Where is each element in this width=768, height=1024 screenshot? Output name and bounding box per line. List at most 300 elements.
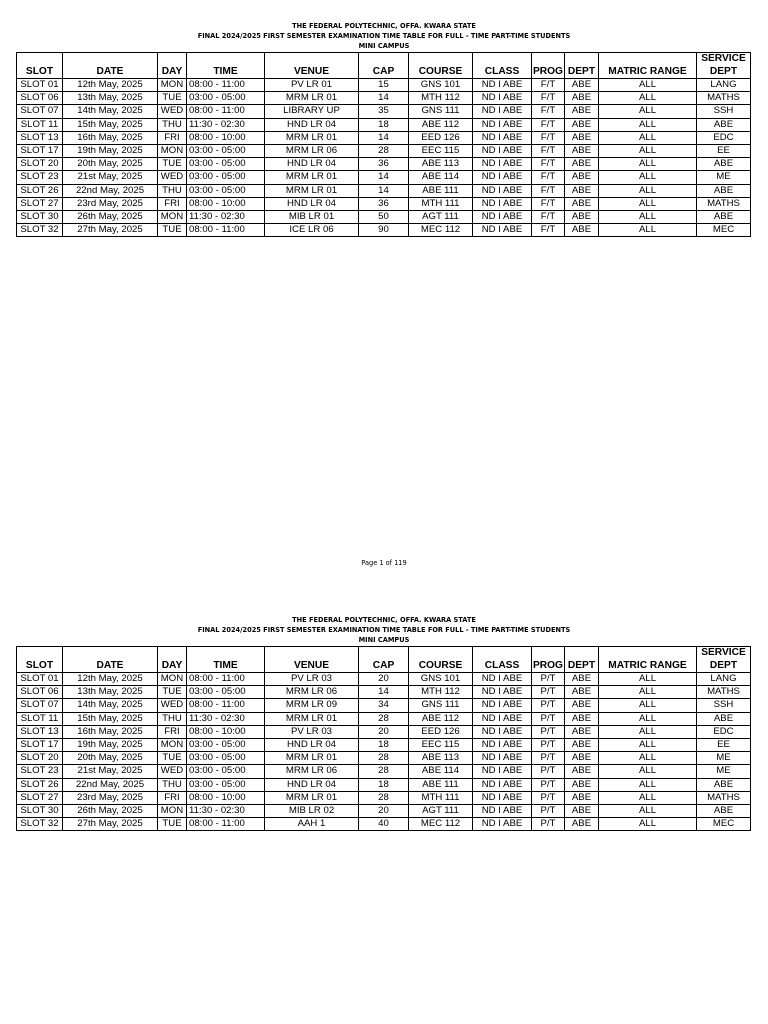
cell-course: MEC 112 xyxy=(409,224,473,237)
cell-dept: ABE xyxy=(565,224,599,237)
cell-matric-range: ALL xyxy=(599,752,697,765)
col-cap: CAP xyxy=(359,53,409,79)
cell-course: ABE 114 xyxy=(409,171,473,184)
cell-dept: ABE xyxy=(565,725,599,738)
cell-venue: PV LR 03 xyxy=(265,725,359,738)
cell-class: ND I ABE xyxy=(473,105,532,118)
cell-venue: LIBRARY UP xyxy=(265,105,359,118)
cell-slot: SLOT 07 xyxy=(17,105,63,118)
cell-course: ABE 112 xyxy=(409,712,473,725)
cell-date: 12th May, 2025 xyxy=(63,79,158,92)
cell-slot: SLOT 32 xyxy=(17,224,63,237)
cell-cap: 20 xyxy=(359,673,409,686)
cell-course: GNS 101 xyxy=(409,673,473,686)
cell-slot: SLOT 30 xyxy=(17,804,63,817)
cell-day: MON xyxy=(158,738,187,751)
cell-course: MTH 111 xyxy=(409,197,473,210)
table-row xyxy=(17,765,751,778)
cell-prog: F/T xyxy=(532,210,565,223)
cell-time: 08:00 - 11:00 xyxy=(187,105,265,118)
cell-day: WED xyxy=(158,699,187,712)
cell-class: ND I ABE xyxy=(473,673,532,686)
cell-cap: 90 xyxy=(359,224,409,237)
cell-service-dept: MATHS xyxy=(697,686,751,699)
cell-slot: SLOT 20 xyxy=(17,158,63,171)
cell-prog: P/T xyxy=(532,686,565,699)
cell-course: MTH 112 xyxy=(409,686,473,699)
cell-course: ABE 111 xyxy=(409,778,473,791)
cell-cap: 40 xyxy=(359,818,409,831)
cell-class: ND I ABE xyxy=(473,92,532,105)
cell-prog: F/T xyxy=(532,131,565,144)
cell-date: 15th May, 2025 xyxy=(63,712,158,725)
col-cap: CAP xyxy=(359,647,409,673)
cell-service-dept: ABE xyxy=(697,804,751,817)
cell-course: MTH 111 xyxy=(409,791,473,804)
cell-course: GNS 111 xyxy=(409,105,473,118)
cell-service-dept: ABE xyxy=(697,184,751,197)
col-time: TIME xyxy=(187,53,265,79)
cell-class: ND I ABE xyxy=(473,765,532,778)
cell-matric-range: ALL xyxy=(599,197,697,210)
cell-time: 08:00 - 10:00 xyxy=(187,131,265,144)
cell-time: 08:00 - 10:00 xyxy=(187,791,265,804)
cell-venue: MRM LR 01 xyxy=(265,92,359,105)
col-dept: DEPT xyxy=(565,53,599,79)
cell-date: 21st May, 2025 xyxy=(63,765,158,778)
cell-day: FRI xyxy=(158,791,187,804)
cell-venue: HND LR 04 xyxy=(265,118,359,131)
cell-matric-range: ALL xyxy=(599,144,697,157)
header-row xyxy=(17,53,751,79)
cell-prog: F/T xyxy=(532,92,565,105)
cell-matric-range: ALL xyxy=(599,79,697,92)
cell-time: 11:30 - 02:30 xyxy=(187,712,265,725)
cell-day: FRI xyxy=(158,197,187,210)
cell-day: MON xyxy=(158,210,187,223)
cell-cap: 34 xyxy=(359,699,409,712)
cell-date: 12th May, 2025 xyxy=(63,673,158,686)
cell-dept: ABE xyxy=(565,144,599,157)
cell-time: 08:00 - 10:00 xyxy=(187,725,265,738)
cell-cap: 18 xyxy=(359,118,409,131)
cell-course: MEC 112 xyxy=(409,818,473,831)
cell-slot: SLOT 32 xyxy=(17,818,63,831)
cell-time: 03:00 - 05:00 xyxy=(187,92,265,105)
cell-dept: ABE xyxy=(565,738,599,751)
table-row xyxy=(17,791,751,804)
cell-time: 08:00 - 11:00 xyxy=(187,818,265,831)
cell-time: 03:00 - 05:00 xyxy=(187,778,265,791)
cell-cap: 14 xyxy=(359,686,409,699)
cell-matric-range: ALL xyxy=(599,791,697,804)
cell-venue: AAH 1 xyxy=(265,818,359,831)
cell-date: 20th May, 2025 xyxy=(63,158,158,171)
cell-service-dept: LANG xyxy=(697,673,751,686)
cell-date: 21st May, 2025 xyxy=(63,171,158,184)
cell-slot: SLOT 23 xyxy=(17,171,63,184)
cell-class: ND I ABE xyxy=(473,158,532,171)
cell-service-dept: SSH xyxy=(697,699,751,712)
cell-date: 14th May, 2025 xyxy=(63,699,158,712)
cell-date: 23rd May, 2025 xyxy=(63,197,158,210)
cell-venue: MRM LR 06 xyxy=(265,144,359,157)
cell-cap: 14 xyxy=(359,131,409,144)
cell-prog: P/T xyxy=(532,738,565,751)
cell-cap: 36 xyxy=(359,197,409,210)
col-matric-range: MATRIC RANGE xyxy=(599,647,697,673)
cell-date: 20th May, 2025 xyxy=(63,752,158,765)
table-row xyxy=(17,171,751,184)
cell-matric-range: ALL xyxy=(599,712,697,725)
table-row xyxy=(17,778,751,791)
col-service-dept xyxy=(697,53,751,79)
cell-date: 16th May, 2025 xyxy=(63,725,158,738)
table-row xyxy=(17,712,751,725)
cell-slot: SLOT 30 xyxy=(17,210,63,223)
cell-prog: P/T xyxy=(532,752,565,765)
cell-prog: P/T xyxy=(532,699,565,712)
table-row xyxy=(17,210,751,223)
cell-cap: 28 xyxy=(359,712,409,725)
cell-service-dept: MATHS xyxy=(697,197,751,210)
cell-date: 13th May, 2025 xyxy=(63,92,158,105)
table-row xyxy=(17,79,751,92)
cell-prog: P/T xyxy=(532,725,565,738)
cell-dept: ABE xyxy=(565,686,599,699)
cell-matric-range: ALL xyxy=(599,673,697,686)
cell-matric-range: ALL xyxy=(599,765,697,778)
cell-day: MON xyxy=(158,144,187,157)
cell-slot: SLOT 13 xyxy=(17,725,63,738)
cell-prog: P/T xyxy=(532,712,565,725)
full-time-timetable xyxy=(16,52,751,237)
cell-date: 27th May, 2025 xyxy=(63,224,158,237)
cell-prog: P/T xyxy=(532,673,565,686)
cell-service-dept: EDC xyxy=(697,725,751,738)
cell-prog: F/T xyxy=(532,79,565,92)
col-class: CLASS xyxy=(473,53,532,79)
cell-matric-range: ALL xyxy=(599,725,697,738)
cell-service-dept: ABE xyxy=(697,778,751,791)
school-name: THE FEDERAL POLYTECHNIC, OFFA. KWARA STATE xyxy=(292,22,476,30)
cell-matric-range: ALL xyxy=(599,804,697,817)
cell-day: TUE xyxy=(158,158,187,171)
cell-slot: SLOT 11 xyxy=(17,118,63,131)
cell-prog: F/T xyxy=(532,184,565,197)
col-service-label: SERVICE xyxy=(701,53,746,64)
cell-class: ND I ABE xyxy=(473,184,532,197)
cell-slot: SLOT 11 xyxy=(17,712,63,725)
cell-dept: ABE xyxy=(565,158,599,171)
campus-name: MINI CAMPUS xyxy=(358,636,410,644)
cell-slot: SLOT 06 xyxy=(17,686,63,699)
cell-service-dept: ABE xyxy=(697,210,751,223)
cell-time: 08:00 - 10:00 xyxy=(187,197,265,210)
col-class: CLASS xyxy=(473,647,532,673)
cell-venue: MRM LR 09 xyxy=(265,699,359,712)
cell-prog: F/T xyxy=(532,197,565,210)
cell-course: GNS 111 xyxy=(409,699,473,712)
cell-course: MTH 112 xyxy=(409,92,473,105)
cell-class: ND I ABE xyxy=(473,79,532,92)
table-row xyxy=(17,686,751,699)
table-row xyxy=(17,738,751,751)
cell-cap: 50 xyxy=(359,210,409,223)
cell-matric-range: ALL xyxy=(599,818,697,831)
cell-date: 22nd May, 2025 xyxy=(63,778,158,791)
table-row xyxy=(17,158,751,171)
timetable-title: FINAL 2024/2025 FIRST SEMESTER EXAMINATION TIME TABLE FOR FULL - TIME PART-TIME STUDENTS xyxy=(197,626,571,634)
cell-venue: PV LR 01 xyxy=(265,79,359,92)
cell-cap: 28 xyxy=(359,791,409,804)
cell-venue: MRM LR 01 xyxy=(265,131,359,144)
cell-venue: HND LR 04 xyxy=(265,158,359,171)
cell-slot: SLOT 20 xyxy=(17,752,63,765)
cell-class: ND I ABE xyxy=(473,210,532,223)
table-row xyxy=(17,144,751,157)
cell-course: ABE 112 xyxy=(409,118,473,131)
cell-prog: F/T xyxy=(532,224,565,237)
col-day: DAY xyxy=(158,53,187,79)
cell-cap: 14 xyxy=(359,184,409,197)
header-row xyxy=(17,647,751,673)
cell-matric-range: ALL xyxy=(599,92,697,105)
cell-dept: ABE xyxy=(565,210,599,223)
cell-dept: ABE xyxy=(565,699,599,712)
cell-class: ND I ABE xyxy=(473,712,532,725)
cell-course: AGT 111 xyxy=(409,804,473,817)
col-prog: PROG xyxy=(532,647,565,673)
col-matric-range: MATRIC RANGE xyxy=(599,53,697,79)
campus-name: MINI CAMPUS xyxy=(358,42,410,50)
cell-slot: SLOT 07 xyxy=(17,699,63,712)
cell-service-dept: MATHS xyxy=(697,92,751,105)
table-row xyxy=(17,699,751,712)
cell-dept: ABE xyxy=(565,791,599,804)
cell-cap: 28 xyxy=(359,144,409,157)
cell-day: FRI xyxy=(158,725,187,738)
cell-day: WED xyxy=(158,765,187,778)
cell-service-dept: EE xyxy=(697,738,751,751)
cell-cap: 14 xyxy=(359,92,409,105)
cell-prog: P/T xyxy=(532,778,565,791)
cell-date: 22nd May, 2025 xyxy=(63,184,158,197)
cell-course: ABE 114 xyxy=(409,765,473,778)
cell-cap: 18 xyxy=(359,738,409,751)
cell-service-dept: MATHS xyxy=(697,791,751,804)
cell-service-dept: ME xyxy=(697,752,751,765)
cell-course: ABE 111 xyxy=(409,184,473,197)
cell-prog: P/T xyxy=(532,818,565,831)
cell-dept: ABE xyxy=(565,752,599,765)
cell-dept: ABE xyxy=(565,171,599,184)
cell-class: ND I ABE xyxy=(473,818,532,831)
cell-time: 08:00 - 11:00 xyxy=(187,224,265,237)
cell-course: AGT 111 xyxy=(409,210,473,223)
part-time-body xyxy=(17,673,751,831)
cell-slot: SLOT 27 xyxy=(17,197,63,210)
col-time: TIME xyxy=(187,647,265,673)
cell-service-dept: LANG xyxy=(697,79,751,92)
cell-course: ABE 113 xyxy=(409,752,473,765)
cell-course: ABE 113 xyxy=(409,158,473,171)
cell-time: 03:00 - 05:00 xyxy=(187,171,265,184)
cell-matric-range: ALL xyxy=(599,210,697,223)
cell-class: ND I ABE xyxy=(473,131,532,144)
col-course: COURSE xyxy=(409,647,473,673)
col-date: DATE xyxy=(63,647,158,673)
cell-dept: ABE xyxy=(565,804,599,817)
cell-class: ND I ABE xyxy=(473,791,532,804)
part-time-timetable xyxy=(16,646,751,831)
cell-venue: MRM LR 01 xyxy=(265,791,359,804)
cell-slot: SLOT 01 xyxy=(17,79,63,92)
cell-service-dept: MEC xyxy=(697,818,751,831)
cell-venue: MRM LR 06 xyxy=(265,765,359,778)
cell-day: TUE xyxy=(158,92,187,105)
cell-time: 03:00 - 05:00 xyxy=(187,686,265,699)
cell-time: 03:00 - 05:00 xyxy=(187,752,265,765)
col-date: DATE xyxy=(63,53,158,79)
cell-service-dept: EDC xyxy=(697,131,751,144)
cell-class: ND I ABE xyxy=(473,197,532,210)
table-row xyxy=(17,752,751,765)
cell-venue: ICE LR 06 xyxy=(265,224,359,237)
cell-slot: SLOT 26 xyxy=(17,778,63,791)
cell-slot: SLOT 17 xyxy=(17,738,63,751)
cell-time: 11:30 - 02:30 xyxy=(187,804,265,817)
cell-day: TUE xyxy=(158,818,187,831)
cell-venue: HND LR 04 xyxy=(265,778,359,791)
cell-day: TUE xyxy=(158,752,187,765)
cell-time: 03:00 - 05:00 xyxy=(187,158,265,171)
cell-day: WED xyxy=(158,171,187,184)
cell-time: 03:00 - 05:00 xyxy=(187,738,265,751)
cell-cap: 15 xyxy=(359,79,409,92)
cell-cap: 20 xyxy=(359,804,409,817)
cell-day: WED xyxy=(158,105,187,118)
cell-day: TUE xyxy=(158,686,187,699)
cell-date: 27th May, 2025 xyxy=(63,818,158,831)
cell-venue: MIB LR 02 xyxy=(265,804,359,817)
cell-cap: 28 xyxy=(359,765,409,778)
cell-prog: F/T xyxy=(532,171,565,184)
table-row xyxy=(17,725,751,738)
cell-matric-range: ALL xyxy=(599,105,697,118)
cell-day: TUE xyxy=(158,224,187,237)
cell-time: 03:00 - 05:00 xyxy=(187,144,265,157)
cell-prog: F/T xyxy=(532,158,565,171)
cell-dept: ABE xyxy=(565,105,599,118)
cell-service-dept: EE xyxy=(697,144,751,157)
cell-matric-range: ALL xyxy=(599,699,697,712)
cell-dept: ABE xyxy=(565,92,599,105)
cell-date: 23rd May, 2025 xyxy=(63,791,158,804)
col-dept: DEPT xyxy=(565,647,599,673)
col-day: DAY xyxy=(158,647,187,673)
timetable-title: FINAL 2024/2025 FIRST SEMESTER EXAMINATION TIME TABLE FOR FULL - TIME PART-TIME STUDENTS xyxy=(197,32,571,40)
cell-prog: P/T xyxy=(532,765,565,778)
cell-dept: ABE xyxy=(565,79,599,92)
cell-date: 14th May, 2025 xyxy=(63,105,158,118)
cell-cap: 28 xyxy=(359,752,409,765)
col-slot: SLOT xyxy=(17,647,63,673)
cell-matric-range: ALL xyxy=(599,171,697,184)
cell-dept: ABE xyxy=(565,197,599,210)
col-venue: VENUE xyxy=(265,53,359,79)
cell-matric-range: ALL xyxy=(599,118,697,131)
cell-service-dept: SSH xyxy=(697,105,751,118)
cell-slot: SLOT 01 xyxy=(17,673,63,686)
cell-venue: HND LR 04 xyxy=(265,738,359,751)
col-service-dept xyxy=(697,647,751,673)
col-service-label: SERVICE xyxy=(701,647,746,658)
table-row xyxy=(17,224,751,237)
cell-dept: ABE xyxy=(565,184,599,197)
cell-time: 11:30 - 02:30 xyxy=(187,118,265,131)
cell-date: 15th May, 2025 xyxy=(63,118,158,131)
col-service-dept-label: DEPT xyxy=(709,65,738,77)
table-row xyxy=(17,197,751,210)
cell-prog: F/T xyxy=(532,118,565,131)
col-slot: SLOT xyxy=(17,53,63,79)
cell-class: ND I ABE xyxy=(473,738,532,751)
full-time-body xyxy=(17,79,751,237)
cell-time: 03:00 - 05:00 xyxy=(187,184,265,197)
table-row xyxy=(17,105,751,118)
cell-date: 19th May, 2025 xyxy=(63,738,158,751)
cell-day: MON xyxy=(158,804,187,817)
cell-prog: F/T xyxy=(532,105,565,118)
col-venue: VENUE xyxy=(265,647,359,673)
cell-matric-range: ALL xyxy=(599,686,697,699)
cell-slot: SLOT 27 xyxy=(17,791,63,804)
cell-prog: F/T xyxy=(532,144,565,157)
cell-dept: ABE xyxy=(565,673,599,686)
cell-time: 08:00 - 11:00 xyxy=(187,673,265,686)
cell-date: 26th May, 2025 xyxy=(63,210,158,223)
cell-course: EED 126 xyxy=(409,725,473,738)
cell-service-dept: ABE xyxy=(697,712,751,725)
cell-class: ND I ABE xyxy=(473,804,532,817)
cell-matric-range: ALL xyxy=(599,778,697,791)
cell-matric-range: ALL xyxy=(599,158,697,171)
cell-cap: 18 xyxy=(359,778,409,791)
cell-day: THU xyxy=(158,778,187,791)
table-row xyxy=(17,818,751,831)
cell-class: ND I ABE xyxy=(473,752,532,765)
cell-slot: SLOT 23 xyxy=(17,765,63,778)
cell-service-dept: ME xyxy=(697,171,751,184)
cell-dept: ABE xyxy=(565,765,599,778)
cell-dept: ABE xyxy=(565,118,599,131)
cell-day: THU xyxy=(158,118,187,131)
table-row xyxy=(17,673,751,686)
cell-venue: PV LR 03 xyxy=(265,673,359,686)
cell-date: 16th May, 2025 xyxy=(63,131,158,144)
cell-class: ND I ABE xyxy=(473,699,532,712)
cell-time: 11:30 - 02:30 xyxy=(187,210,265,223)
cell-cap: 35 xyxy=(359,105,409,118)
cell-day: MON xyxy=(158,673,187,686)
cell-time: 03:00 - 05:00 xyxy=(187,765,265,778)
cell-day: MON xyxy=(158,79,187,92)
cell-matric-range: ALL xyxy=(599,131,697,144)
cell-prog: P/T xyxy=(532,791,565,804)
cell-matric-range: ALL xyxy=(599,184,697,197)
table-row xyxy=(17,118,751,131)
